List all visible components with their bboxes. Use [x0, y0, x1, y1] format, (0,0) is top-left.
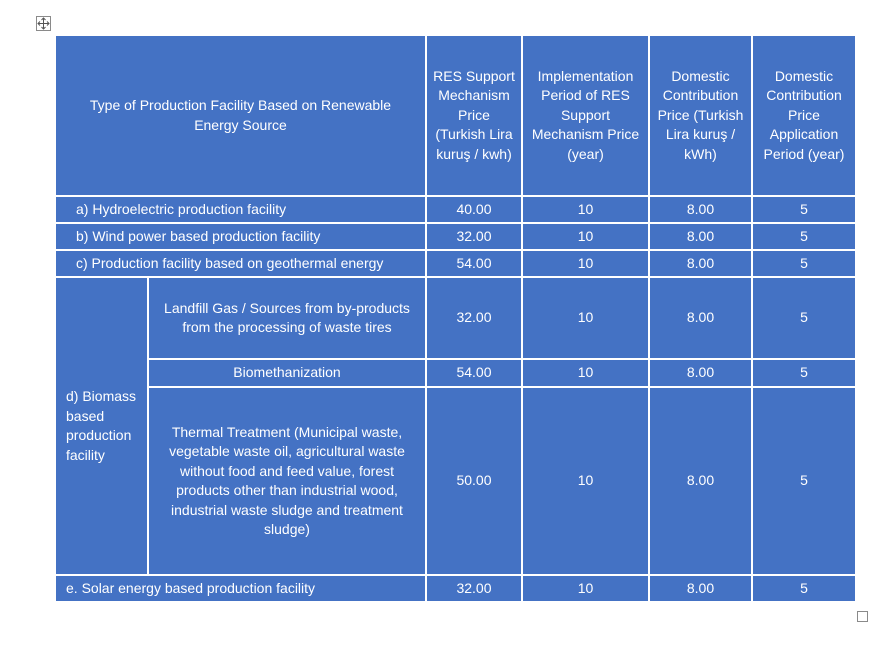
row-type-thermal-treatment: Thermal Treatment (Municipal waste, vegetable waste oil, agricultural waste without food and feed value, forest products other than industrial wood, industrial waste sludge and treatment sludge) [148, 387, 426, 575]
cell-implementation-period: 10 [522, 387, 649, 575]
cell-implementation-period: 10 [522, 196, 649, 223]
header-domestic-price: Domestic Contribution Price (Turkish Lira kuruş / kWh) [649, 35, 752, 196]
cell-res-price: 40.00 [426, 196, 522, 223]
cell-implementation-period: 10 [522, 223, 649, 250]
cell-domestic-period: 5 [752, 277, 856, 359]
row-type-wind: b) Wind power based production facility [55, 223, 426, 250]
res-support-table [54, 34, 857, 603]
move-arrows-icon [37, 17, 50, 30]
row-type-solar: e. Solar energy based production facility [55, 575, 426, 602]
header-implementation-period: Implementation Period of RES Support Mechanism Price (year) [522, 35, 649, 196]
table-row [55, 359, 856, 387]
cell-domestic-period: 5 [752, 250, 856, 277]
cell-res-price: 32.00 [426, 277, 522, 359]
cell-implementation-period: 10 [522, 277, 649, 359]
cell-domestic-price: 8.00 [649, 277, 752, 359]
row-type-biomethanization: Biomethanization [148, 359, 426, 387]
cell-domestic-price: 8.00 [649, 387, 752, 575]
header-res-price: RES Support Mechanism Price (Turkish Lira kuruş / kwh) [426, 35, 522, 196]
cell-res-price: 32.00 [426, 575, 522, 602]
cell-domestic-period: 5 [752, 575, 856, 602]
cell-domestic-period: 5 [752, 359, 856, 387]
table-row [55, 575, 856, 602]
biomass-group-label: d) Biomass based production facility [55, 277, 148, 575]
table-row [55, 387, 856, 575]
table-row [55, 196, 856, 223]
cell-domestic-price: 8.00 [649, 359, 752, 387]
row-type-landfill-gas: Landfill Gas / Sources from by-products from the processing of waste tires [148, 277, 426, 359]
cell-domestic-price: 8.00 [649, 196, 752, 223]
table-row [55, 277, 856, 359]
table-resize-handle[interactable] [857, 611, 868, 622]
cell-domestic-price: 8.00 [649, 223, 752, 250]
cell-domestic-price: 8.00 [649, 575, 752, 602]
cell-domestic-price: 8.00 [649, 250, 752, 277]
table-move-handle[interactable] [36, 16, 51, 31]
cell-res-price: 50.00 [426, 387, 522, 575]
cell-res-price: 54.00 [426, 250, 522, 277]
cell-res-price: 54.00 [426, 359, 522, 387]
header-domestic-period: Domestic Contribution Price Application Period (year) [752, 35, 856, 196]
table-row [55, 250, 856, 277]
row-type-hydroelectric: a) Hydroelectric production facility [55, 196, 426, 223]
cell-domestic-period: 5 [752, 223, 856, 250]
header-type: Type of Production Facility Based on Renewable Energy Source [55, 35, 426, 196]
cell-implementation-period: 10 [522, 359, 649, 387]
cell-res-price: 32.00 [426, 223, 522, 250]
table-row [55, 223, 856, 250]
header-row [55, 35, 856, 196]
cell-domestic-period: 5 [752, 387, 856, 575]
cell-implementation-period: 10 [522, 575, 649, 602]
row-type-geothermal: c) Production facility based on geothermal energy [55, 250, 426, 277]
cell-implementation-period: 10 [522, 250, 649, 277]
cell-domestic-period: 5 [752, 196, 856, 223]
